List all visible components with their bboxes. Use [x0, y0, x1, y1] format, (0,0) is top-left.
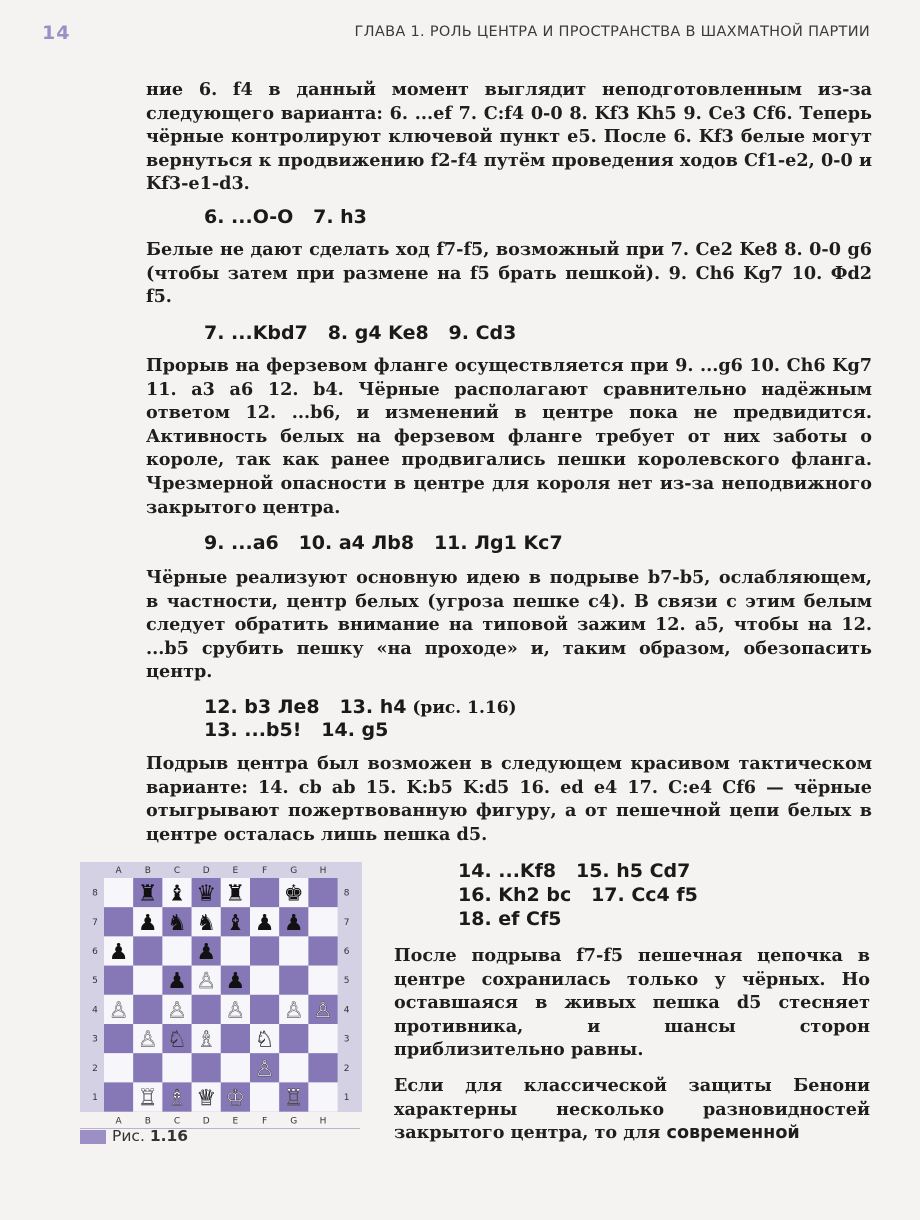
square-g2 [279, 1053, 308, 1082]
paragraph-1: ние 6. f4 в данный момент выглядит неподготовленным из-за следующего варианта: 6. ...ef 7. С:f4 0-0 8. Kf3 Kh5 9. Ce3 Cf6. Теперь чёрные контролируют ключевой пункт е5. После 6. Kf3 белые могут вернуться к продвижению f2-f4 путём проведения ходов Cf1-e2, 0-0 и Kf3-e1-d3. [146, 79, 872, 195]
piece-e4: ♙ [225, 998, 246, 1024]
square-f6 [250, 936, 279, 965]
paragraph-7-text: Если для классической защиты Бенони характерны несколько разновидностей закрытого центра, то для [394, 1075, 870, 1144]
file-label-bottom: H [319, 1116, 327, 1127]
square-e6 [221, 936, 250, 965]
rank-label-left: 7 [92, 917, 98, 928]
paragraph-5: Подрыв центра был возможен в следующем красивом тактическом варианте: 14. cb ab 15. K:b5 K:d5 16. ed e4 17. С:e4 Cf6 — чёрные отыгрывают пожертвованную фигуру, а от пешечной цепи белых в центре осталась лишь пешка d5. [146, 753, 872, 845]
file-label-top: B [144, 866, 151, 876]
piece-b1: ♖ [137, 1086, 158, 1111]
square-f5 [250, 966, 279, 995]
square-g5 [279, 966, 308, 995]
square-a8 [104, 878, 133, 907]
moves-line-5: 13. ...b5! 14. g5 [204, 719, 389, 741]
moves-line-4 [204, 696, 517, 720]
piece-g8: ♚ [283, 881, 304, 907]
moves-line-8: 18. ef Cf5 [458, 908, 562, 930]
rank-label-right: 2 [343, 1063, 350, 1074]
square-b2 [133, 1053, 162, 1082]
paragraph-2: Белые не дают сделать ход f7-f5, возможный при 7. Ce2 Ke8 8. 0-0 g6 (чтобы затем при размене на f5 брать пешкой). 9. Ch6 Kg7 10. Фd2 f5. [146, 239, 872, 308]
square-c6 [162, 936, 191, 965]
rank-label-right: 4 [343, 1005, 350, 1016]
paragraph-3: Прорыв на ферзевом фланге осуществляется при 9. ...g6 10. Ch6 Kg7 11. a3 a6 12. b4. Чёрные располагают сравнительно надёжным ответом 12. ...b6, и изменений в центре пока не предвидится. Активность белых на ферзевом фланге требует от них заботы о короле, так как ранее продвигались пешки королевского фланга. Чрезмерной опасности в центре для короля нет из-за неподвижного закрытого центра. [146, 355, 872, 518]
rank-label-right: 8 [343, 888, 350, 899]
piece-d8: ♛ [196, 881, 217, 907]
moves-line-1: 6. ...O-O 7. h3 [204, 206, 367, 228]
square-f1 [250, 1082, 279, 1111]
piece-d5: ♙ [196, 969, 217, 995]
rank-label-right: 3 [343, 1034, 350, 1045]
piece-a6: ♟ [108, 940, 129, 965]
piece-c3: ♘ [167, 1027, 187, 1053]
file-label-bottom: D [202, 1116, 210, 1127]
file-label-top: D [202, 866, 210, 876]
square-a7 [104, 907, 133, 936]
file-label-top: A [115, 866, 122, 876]
chess-diagram [80, 862, 362, 1127]
file-label-bottom: G [290, 1116, 298, 1127]
piece-b3: ♙ [137, 1027, 158, 1053]
moves-line-6: 14. ...Kf8 15. h5 Cd7 [458, 860, 691, 882]
chapter-title: ГЛАВА 1. РОЛЬ ЦЕНТРА И ПРОСТРАНСТВА В ШАХМАТНОЙ ПАРТИИ [354, 24, 870, 40]
piece-c7: ♞ [167, 910, 187, 936]
piece-b7: ♟ [137, 910, 158, 936]
square-f8 [250, 878, 279, 907]
square-d2 [192, 1053, 221, 1082]
page-number: 14 [42, 22, 71, 44]
file-label-top: H [319, 866, 327, 876]
square-a2 [104, 1053, 133, 1082]
piece-f7: ♟ [254, 910, 275, 936]
file-label-bottom: C [173, 1116, 181, 1127]
paragraph-6: После подрыва f7-f5 пешечная цепочка в центре сохранилась только у чёрных. Но оставшаяся в живых пешка d5 стесняет противника, и шансы сторон приблизительно равны. [394, 945, 870, 1061]
file-label-bottom: A [115, 1116, 122, 1127]
rank-label-right: 5 [343, 976, 350, 987]
rank-label-left: 3 [92, 1034, 98, 1045]
square-f4 [250, 995, 279, 1024]
square-a5 [104, 966, 133, 995]
rank-label-right: 6 [343, 947, 350, 957]
piece-e7: ♝ [225, 910, 246, 936]
file-label-bottom: F [262, 1116, 268, 1127]
piece-c1: ♗ [167, 1086, 187, 1111]
moves-line-7: 16. Kh2 bc 17. Cc4 f5 [458, 884, 698, 906]
emphasized-word: современной [666, 1123, 800, 1144]
square-a3 [104, 1024, 133, 1053]
rank-label-left: 6 [92, 947, 98, 957]
rank-label-left: 4 [92, 1005, 98, 1016]
piece-g7: ♟ [283, 910, 304, 936]
square-h6 [308, 936, 337, 965]
piece-b8: ♜ [137, 881, 158, 907]
chessboard [80, 862, 362, 1127]
piece-d6: ♟ [196, 940, 217, 965]
piece-d7: ♞ [196, 910, 217, 936]
square-b6 [133, 936, 162, 965]
caption-marker [80, 1130, 106, 1144]
square-e2 [221, 1053, 250, 1082]
square-h8 [308, 878, 337, 907]
file-label-top: G [290, 866, 298, 876]
piece-c4: ♙ [167, 998, 187, 1024]
caption-prefix: Рис. [112, 1127, 145, 1145]
piece-f2: ♙ [254, 1056, 275, 1082]
square-a1 [104, 1082, 133, 1111]
figure-caption [112, 1127, 188, 1145]
moves-4a: 12. b3 Ле8 13. h4 [204, 696, 407, 718]
caption-number: 1.16 [149, 1127, 189, 1145]
square-g6 [279, 936, 308, 965]
square-h5 [308, 966, 337, 995]
square-b5 [133, 966, 162, 995]
piece-e5: ♟ [225, 969, 246, 995]
piece-a4: ♙ [108, 998, 129, 1024]
piece-c5: ♟ [167, 969, 187, 995]
rank-label-left: 1 [92, 1093, 98, 1103]
piece-h4: ♙ [313, 998, 333, 1024]
square-h3 [308, 1024, 337, 1053]
piece-e8: ♜ [225, 881, 246, 907]
rank-label-left: 2 [92, 1063, 98, 1074]
piece-d1: ♕ [196, 1086, 217, 1111]
rank-label-left: 5 [92, 976, 98, 987]
square-h2 [308, 1053, 337, 1082]
rank-label-right: 1 [343, 1093, 350, 1103]
piece-d3: ♗ [196, 1027, 217, 1053]
file-label-top: C [173, 866, 181, 876]
moves-line-3: 9. ...a6 10. a4 Лb8 11. Лg1 Kc7 [204, 532, 563, 554]
piece-c8: ♝ [167, 881, 187, 907]
square-g3 [279, 1024, 308, 1053]
moves-line-2: 7. ...Kbd7 8. g4 Ke8 9. Cd3 [204, 322, 517, 344]
square-b4 [133, 995, 162, 1024]
figure-reference: (рис. 1.16) [406, 698, 517, 718]
square-e3 [221, 1024, 250, 1053]
rank-label-left: 8 [92, 888, 98, 899]
piece-g1: ♖ [283, 1086, 304, 1111]
file-label-top: E [232, 866, 239, 876]
square-h1 [308, 1082, 337, 1111]
rank-label-right: 7 [343, 917, 350, 928]
piece-g4: ♙ [283, 998, 304, 1024]
paragraph-4: Чёрные реализуют основную идею в подрыве b7-b5, ослабляющем, в частности, центр белых (угроза пешке с4). В связи с этим белым следует обратить внимание на типовой зажим 12. a5, чтобы на 12. ...b5 срубить пешку «на проходе» и, таким образом, обезопасить центр. [146, 567, 872, 683]
piece-e1: ♔ [225, 1086, 246, 1111]
file-label-bottom: E [232, 1116, 239, 1127]
square-h7 [308, 907, 337, 936]
file-label-top: F [262, 866, 268, 876]
piece-f3: ♘ [254, 1027, 275, 1053]
square-d4 [192, 995, 221, 1024]
file-label-bottom: B [144, 1116, 151, 1127]
square-c2 [162, 1053, 191, 1082]
paragraph-7 [394, 1074, 870, 1146]
